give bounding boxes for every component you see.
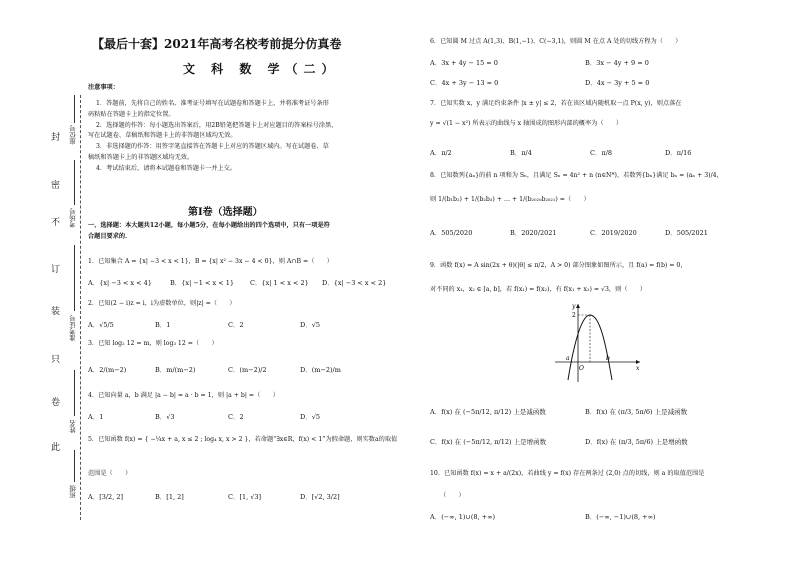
q4-option-a[interactable]: A．1 xyxy=(88,413,104,421)
question-9-cont: 对不同的 x₁，x₂ ∈ [a, b]，若 f(x₁) = f(x₂)，有 f(x₁ + x₂) = √3，则（ ） xyxy=(430,286,647,293)
note-line: 4．考试结束后，请将本试题卷和答题卡一并上交。 xyxy=(96,164,237,172)
question-3: 3．已知 log₂ 12 = m，则 log₃ 12 =（ ） xyxy=(88,340,218,347)
q2-option-a[interactable]: A．√5/5 xyxy=(88,321,114,329)
admission-number-label: 准考证号 xyxy=(69,315,77,341)
question-10: 10．已知函数 f(x) = x + a/(2x)，若曲线 y = f(x) 存在两条过 (2,0) 点的切线，则 a 的取值范围是 xyxy=(430,470,705,477)
note-line: 写在试题卷、草稿纸和答题卡上的非答题区域均无效。 xyxy=(88,132,237,140)
seat-line xyxy=(74,95,75,123)
binding-char: 订 xyxy=(51,265,61,275)
q7-option-c[interactable]: C．π/8 xyxy=(590,149,613,157)
q8-option-b[interactable]: B．2020/2021 xyxy=(510,229,557,237)
class-line xyxy=(74,450,75,482)
section-title: 第Ⅰ卷（选择题） xyxy=(188,207,263,218)
page-subtitle: 文 科 数 学（二） xyxy=(183,62,340,76)
note-line: 3．非选择题的作答：用签字笔直接答在答题卡上对应的答题区域内。写在试题卷、草 xyxy=(96,143,329,150)
q9-option-d[interactable]: D．f(x) 在 (π/3, 5π/6) 上是增函数 xyxy=(585,438,688,446)
question-7-cont: y = √(1 − x²) 所表示的曲线与 x 轴围成的图形内部的概率为（ ） xyxy=(430,120,623,127)
binding-char: 不 xyxy=(51,218,61,228)
q6-option-d[interactable]: D．4x − 3y + 5 = 0 xyxy=(585,79,650,87)
origin-label: O xyxy=(579,365,584,372)
q2-option-b[interactable]: B．1 xyxy=(155,321,171,329)
binding-char: 此 xyxy=(51,443,61,453)
admission-line xyxy=(74,245,75,311)
binding-char: 密 xyxy=(51,181,61,191)
page-title: 【最后十套】2021年高考名校考前提分仿真卷 xyxy=(92,37,342,51)
question-7: 7．已知实数 x，y 满足约束条件 |x ± y| ≤ 2，若在该区域内随机取一点 P(x, y)，则点落在 xyxy=(430,100,682,107)
q1-option-c[interactable]: C．{x| 1 < x < 2} xyxy=(250,279,309,287)
binding-char: 装 xyxy=(51,307,61,317)
binding-char: 封 xyxy=(51,133,61,143)
q4-option-c[interactable]: C．2 xyxy=(228,413,244,421)
q1-option-d[interactable]: D．{x| −3 < x < 2} xyxy=(322,279,387,287)
exam-room-label: 考场号 xyxy=(69,208,77,228)
question-10-cont: （ ） xyxy=(440,492,465,499)
question-9: 9．函数 f(x) = A sin(2x + θ)(|θ| ≤ π/2，A > 0) 部分图象如图所示，且 f(a) = f(b) = 0， xyxy=(430,262,687,269)
b-label: b xyxy=(606,355,610,362)
question-5-cont: 范围是（ ） xyxy=(88,470,132,477)
q3-option-c[interactable]: C．(m−2)/2 xyxy=(228,366,267,374)
q5-option-b[interactable]: B．[1, 2] xyxy=(155,493,184,501)
note-line: 2．选择题的作答：每小题选出答案后，用2B铅笔把答题卡上对应题目的答案标号涂黑， xyxy=(96,121,338,129)
a-label: a xyxy=(566,355,570,362)
q5-option-d[interactable]: D．[√2, 3/2] xyxy=(300,493,340,501)
instruction-line: 合题目要求的． xyxy=(88,232,132,240)
q4-option-b[interactable]: B．√3 xyxy=(155,413,175,421)
seat-number-label: 座位号 xyxy=(69,125,77,145)
instruction-line: 一、选择题：本大题共12小题，每小题5分，在每小题给出的四个选项中，只有一项是符 xyxy=(88,222,330,229)
q10-option-a[interactable]: A．(−∞, 1)∪(8, +∞) xyxy=(430,513,496,521)
exam-room-line xyxy=(74,160,75,205)
binding-dashed-line xyxy=(80,95,81,520)
note-line: 码粘贴在答题卡上的指定位置。 xyxy=(88,110,175,118)
q9-option-b[interactable]: B．f(x) 在 (π/3, 5π/6) 上是减函数 xyxy=(585,408,688,416)
q7-option-d[interactable]: D．π/16 xyxy=(665,149,692,157)
binding-char: 只 xyxy=(51,355,61,365)
q8-option-d[interactable]: D．505/2021 xyxy=(665,229,708,237)
q7-option-b[interactable]: B．π/4 xyxy=(510,149,532,157)
q2-option-c[interactable]: C．2 xyxy=(228,321,244,329)
q2-option-d[interactable]: D．√5 xyxy=(300,321,320,329)
question-6: 6．已知圆 M 过点 A(1,3)、B(1,−1)、C(−3,1)，则圆 M 在点 A 处的切线方程为（ ） xyxy=(430,38,682,45)
notes-heading: 注意事项： xyxy=(88,84,119,91)
q5-option-c[interactable]: C．[1, √3] xyxy=(228,493,262,501)
note-line: 1．答题前，先将自己的姓名、准考证号填写在试题卷和答题卡上，并将准考证号条形 xyxy=(96,100,329,107)
question-1: 1．已知集合 A = {x| −3 < x < 1}，B = {x| x² − 3x − 4 < 0}，则 A∩B =（ ） xyxy=(88,258,333,265)
q3-option-a[interactable]: A．2/(m−2) xyxy=(88,366,127,374)
section-instruction xyxy=(88,222,418,241)
q10-option-b[interactable]: B．(−∞, −1)∪(8, +∞) xyxy=(585,513,656,521)
q6-option-c[interactable]: C．4x + 3y − 13 = 0 xyxy=(430,79,499,87)
q1-option-b[interactable]: B．{x| −1 < x < 1} xyxy=(170,279,235,287)
q9-option-a[interactable]: A．f(x) 在 (−5π/12, π/12) 上是减函数 xyxy=(430,408,546,416)
peak-label: 2 xyxy=(572,312,576,319)
q9-option-c[interactable]: C．f(x) 在 (−5π/12, π/12) 上是增函数 xyxy=(430,438,547,446)
y-axis-arrow xyxy=(576,304,580,308)
q5-option-a[interactable]: A．[3/2, 2] xyxy=(88,493,123,501)
question-8: 8．已知数列{aₙ}的前 n 项和为 Sₙ，且满足 Sₙ = 4n² + n (n∈N*)，若数列{bₙ}满足 bₙ = (aₙ + 3)/4， xyxy=(430,172,723,179)
question-4: 4．已知向量 a，b 满足 |a − b| = a · b = 1，则 |a + b| =（ ） xyxy=(88,392,279,399)
binding-char: 卷 xyxy=(51,398,61,408)
x-axis-arrow xyxy=(636,360,640,364)
q7-option-a[interactable]: A．π/2 xyxy=(430,149,452,157)
note-line: 稿纸和答题卡上的非答题区域均无效。 xyxy=(88,153,194,161)
question-8-cont: 则 1/(b₁b₂) + 1/(b₂b₃) + … + 1/(b₂₀₂₀b₂₀₂₁) =（ ） xyxy=(430,196,590,203)
q3-option-b[interactable]: B．m/(m−2) xyxy=(155,366,196,374)
question-5: 5．已知函数 f(x) = { −¼x + a, x ≤ 2 ; log₄ x, x > 2 }，若命题“∃x∈R，f(x) < 1”为假命题，则实数a的取值 xyxy=(88,436,398,443)
name-label: 姓名 xyxy=(69,420,77,433)
x-label: x xyxy=(636,365,640,372)
sine-graph xyxy=(550,300,645,385)
q4-option-d[interactable]: D．√5 xyxy=(300,413,320,421)
class-label: 班级 xyxy=(69,485,77,498)
q6-option-b[interactable]: B．3x − 4y + 9 = 0 xyxy=(585,59,649,67)
q1-option-a[interactable]: A．{x| −3 < x < 4} xyxy=(88,279,152,287)
y-label: y xyxy=(572,303,576,310)
notes-list xyxy=(88,100,418,172)
q8-option-c[interactable]: C．2019/2020 xyxy=(590,229,637,237)
question-2: 2．已知(2 − i)z = i，i为虚数单位，则|z| =（ ） xyxy=(88,300,236,307)
q3-option-d[interactable]: D．(m−2)/m xyxy=(300,366,341,374)
name-line xyxy=(74,370,75,416)
q8-option-a[interactable]: A．505/2020 xyxy=(430,229,473,237)
q6-option-a[interactable]: A．3x + 4y − 15 = 0 xyxy=(430,59,498,67)
